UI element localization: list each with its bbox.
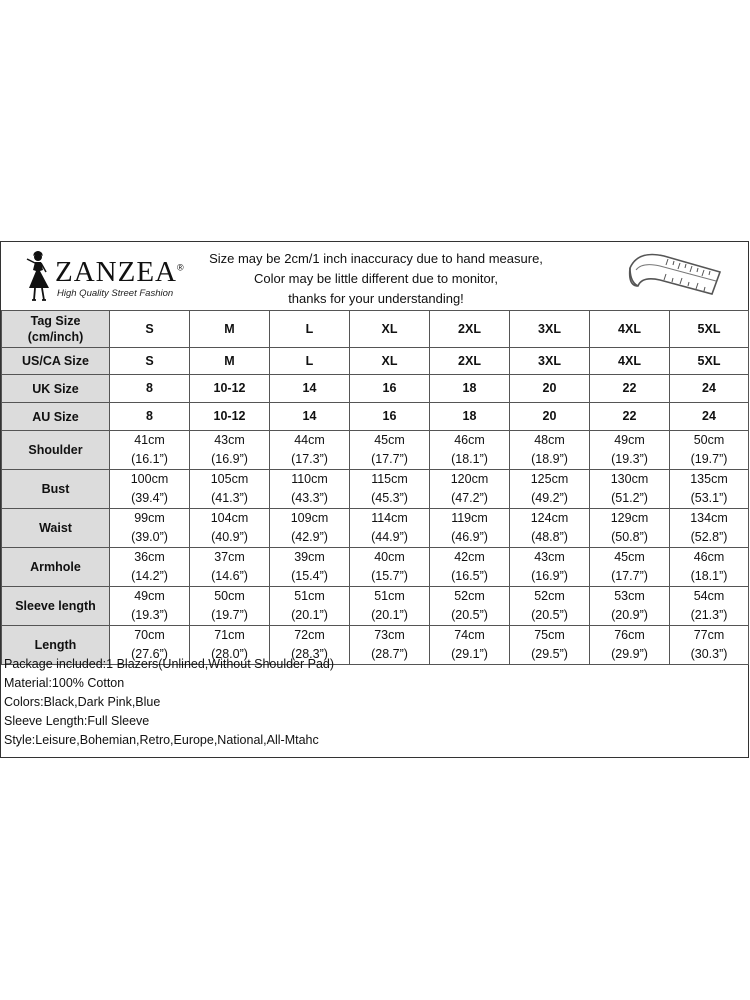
measure-cell [590,470,670,509]
row-label: Tag Size (cm/inch) [2,311,110,348]
inch-value: (47.2”) [451,491,488,505]
measure-cell [110,587,190,626]
inch-value: (20.1”) [291,608,328,622]
inch-value: (45.3”) [371,491,408,505]
size-cell: XL [350,348,430,375]
size-cell: 10-12 [190,375,270,403]
size-table [1,310,749,665]
inch-value: (18.1”) [690,569,728,583]
inch-value: (15.4”) [291,569,328,583]
cm-value: 105cm [210,472,249,486]
measure-cell [350,626,430,665]
inch-value: (16.9”) [211,452,248,466]
product-details [4,655,334,750]
cm-value: 77cm [693,628,725,642]
cm-value: 73cm [374,628,405,642]
cm-value: 76cm [614,628,645,642]
measure-cell [430,431,510,470]
measure-cell [110,509,190,548]
row-label: Waist [2,509,110,548]
measure-row [2,509,749,548]
size-cell: 22 [590,375,670,403]
size-cell: 3XL [510,311,590,348]
cm-value: 114cm [371,511,408,525]
measure-cell [670,509,749,548]
cm-value: 115cm [371,472,408,486]
measure-cell [670,470,749,509]
measure-cell [270,548,350,587]
inch-value: (41.3”) [211,491,248,505]
cm-value: 109cm [290,511,329,525]
row-label: Bust [2,470,110,509]
inch-value: (18.9”) [531,452,568,466]
brand-name: ZANZEA® [55,256,185,288]
cm-value: 72cm [294,628,325,642]
size-cell: 14 [270,375,350,403]
notice-line: Color may be little different due to monitor, [254,271,498,286]
brand-logo [19,248,189,304]
measure-row [2,548,749,587]
measure-cell [190,509,270,548]
cm-value: 130cm [610,472,649,486]
inch-value: (29.1”) [451,647,488,661]
size-cell: 4XL [590,348,670,375]
size-row [2,403,749,431]
cm-value: 44cm [294,433,325,447]
measure-cell [510,626,590,665]
measure-cell [190,431,270,470]
row-label: Shoulder [2,431,110,470]
size-cell: 20 [510,403,590,431]
detail-line: Material:100% Cotton [4,676,125,690]
measurement-notice [176,249,576,309]
measure-cell [430,509,510,548]
row-label: UK Size [2,375,110,403]
inch-value: (39.4”) [131,491,168,505]
inch-value: (39.0”) [131,530,168,544]
measure-cell [430,626,510,665]
inch-value: (16.9”) [531,569,568,583]
size-row [2,375,749,403]
inch-value: (14.2”) [131,569,168,583]
size-cell: 18 [430,375,510,403]
size-row [2,311,749,348]
size-cell: 8 [110,375,190,403]
cm-value: 36cm [134,550,165,564]
size-cell: 3XL [510,348,590,375]
size-row [2,348,749,375]
measure-cell [670,548,749,587]
notice-line: thanks for your understanding! [288,291,464,306]
cm-value: 50cm [214,589,245,603]
measure-cell [190,470,270,509]
size-cell: XL [350,311,430,348]
measure-cell [510,587,590,626]
measure-cell [350,587,430,626]
size-cell: 16 [350,403,430,431]
inch-value: (53.1”) [690,491,728,505]
chart-header [1,242,748,311]
measure-cell [190,587,270,626]
measure-cell [350,509,430,548]
inch-value: (30.3”) [690,647,728,661]
inch-value: (14.6”) [211,569,248,583]
measure-cell [190,548,270,587]
dress-figure-logo-icon [19,248,59,304]
measure-cell [270,431,350,470]
size-cell: 14 [270,403,350,431]
size-cell: L [270,311,350,348]
inch-value: (28.3”) [291,647,328,661]
inch-value: (28.0”) [211,647,248,661]
inch-value: (44.9”) [371,530,408,544]
inch-value: (43.3”) [291,491,328,505]
inch-value: (46.9”) [451,530,488,544]
measure-cell [430,470,510,509]
inch-value: (29.9”) [611,647,648,661]
inch-value: (20.9”) [611,608,648,622]
inch-value: (42.9”) [291,530,328,544]
inch-value: (50.8”) [611,530,648,544]
measure-cell [590,587,670,626]
size-cell: 18 [430,403,510,431]
cm-value: 124cm [530,511,569,525]
measure-cell [110,431,190,470]
cm-value: 129cm [610,511,649,525]
size-cell: S [110,311,190,348]
detail-line: Sleeve Length:Full Sleeve [4,714,150,728]
inch-value: (48.8”) [531,530,568,544]
measure-cell [590,548,670,587]
cm-value: 135cm [690,472,728,486]
cm-value: 45cm [374,433,405,447]
cm-value: 125cm [530,472,569,486]
size-cell: 16 [350,375,430,403]
cm-value: 71cm [214,628,245,642]
inch-value: (27.6”) [131,647,168,661]
cm-value: 51cm [294,589,325,603]
cm-value: 51cm [374,589,405,603]
cm-value: 99cm [134,511,165,525]
inch-value: (20.5”) [531,608,568,622]
cm-value: 52cm [454,589,485,603]
cm-value: 134cm [690,511,728,525]
measure-cell [670,587,749,626]
cm-value: 120cm [450,472,489,486]
size-cell: 5XL [670,311,749,348]
measure-row [2,431,749,470]
cm-value: 75cm [534,628,565,642]
measure-cell [270,470,350,509]
inch-value: (16.1”) [131,452,168,466]
size-cell: 20 [510,375,590,403]
inch-value: (40.9”) [211,530,248,544]
detail-line: Package included:1 Blazers(Unlined,Without Shoulder Pad) [4,657,335,671]
inch-value: (52.8”) [690,530,728,544]
measure-cell [110,548,190,587]
cm-value: 74cm [454,628,485,642]
size-cell: M [190,311,270,348]
cm-value: 49cm [134,589,165,603]
size-cell: 24 [670,375,749,403]
inch-value: (28.7”) [371,647,408,661]
row-label: Length [2,626,110,665]
cm-value: 49cm [614,433,645,447]
cm-value: 37cm [214,550,245,564]
cm-value: 39cm [294,550,325,564]
measure-cell [670,431,749,470]
measure-cell [270,509,350,548]
cm-value: 46cm [454,433,485,447]
notice-line: Size may be 2cm/1 inch inaccuracy due to hand measure, [209,251,543,266]
measure-cell [270,587,350,626]
size-cell: L [270,348,350,375]
inch-value: (19.7”) [690,452,728,466]
inch-value: (18.1”) [451,452,488,466]
cm-value: 70cm [134,628,165,642]
measure-cell [350,431,430,470]
size-cell: 22 [590,403,670,431]
size-cell: 10-12 [190,403,270,431]
inch-value: (19.3”) [131,608,168,622]
inch-value: (51.2”) [611,491,648,505]
measure-cell [590,626,670,665]
inch-value: (20.1”) [371,608,408,622]
cm-value: 100cm [130,472,169,486]
row-label: US/CA Size [2,348,110,375]
brand-tagline: High Quality Street Fashion [57,288,174,299]
measure-cell [590,509,670,548]
inch-value: (16.5”) [451,569,488,583]
measure-cell [430,587,510,626]
size-cell: S [110,348,190,375]
inch-value: (15.7”) [371,569,408,583]
measure-cell [510,470,590,509]
measure-cell [510,431,590,470]
cm-value: 54cm [693,589,725,603]
inch-value: (29.5”) [531,647,568,661]
size-cell: 8 [110,403,190,431]
inch-value: (21.3”) [690,608,728,622]
row-label: Armhole [2,548,110,587]
cm-value: 46cm [693,550,725,564]
size-cell: 5XL [670,348,749,375]
row-label: AU Size [2,403,110,431]
cm-value: 50cm [693,433,725,447]
cm-value: 40cm [374,550,405,564]
cm-value: 48cm [534,433,565,447]
inch-value: (17.7”) [371,452,408,466]
row-label: Sleeve length [2,587,110,626]
measure-cell [350,470,430,509]
measure-cell [430,548,510,587]
measure-cell [590,431,670,470]
measure-cell [670,626,749,665]
detail-line: Colors:Black,Dark Pink,Blue [4,695,161,709]
inch-value: (20.5”) [451,608,488,622]
measuring-tape-icon [616,246,726,306]
cm-value: 52cm [534,589,565,603]
size-cell: 2XL [430,348,510,375]
measure-row [2,470,749,509]
cm-value: 43cm [214,433,245,447]
size-cell: 24 [670,403,749,431]
size-cell: 2XL [430,311,510,348]
cm-value: 104cm [210,511,249,525]
measure-cell [350,548,430,587]
detail-line: Style:Leisure,Bohemian,Retro,Europe,National,All-Mtahc [4,733,319,747]
measure-cell [510,548,590,587]
inch-value: (49.2”) [531,491,568,505]
inch-value: (17.3”) [291,452,328,466]
measure-row [2,587,749,626]
measure-cell [110,470,190,509]
cm-value: 41cm [134,433,165,447]
cm-value: 45cm [614,550,645,564]
cm-value: 53cm [614,589,645,603]
cm-value: 42cm [454,550,485,564]
cm-value: 110cm [291,472,328,486]
size-chart [0,241,749,758]
cm-value: 119cm [451,511,488,525]
measure-cell [510,509,590,548]
inch-value: (19.3”) [611,452,648,466]
inch-value: (17.7”) [611,569,648,583]
cm-value: 43cm [534,550,565,564]
size-cell: 4XL [590,311,670,348]
size-cell: M [190,348,270,375]
inch-value: (19.7”) [211,608,248,622]
